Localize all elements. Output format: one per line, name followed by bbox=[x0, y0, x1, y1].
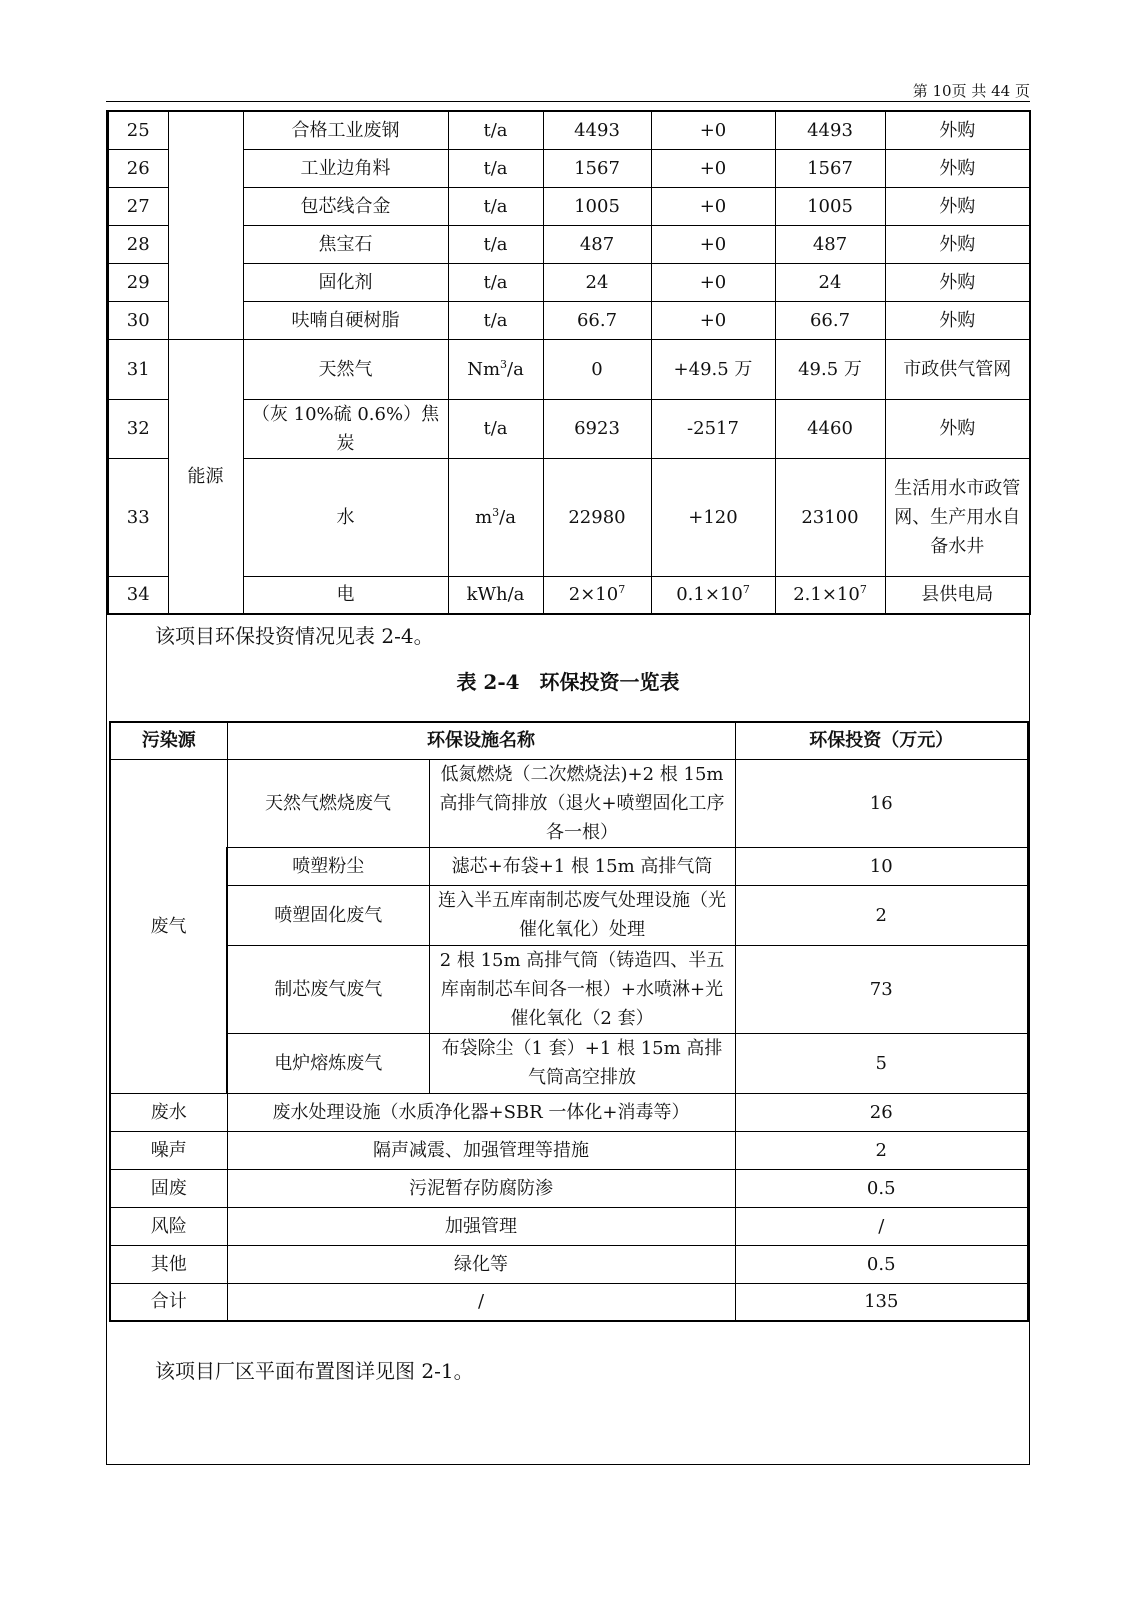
category-cell: 风险 bbox=[110, 1207, 227, 1245]
after-cell bbox=[775, 263, 885, 301]
item-name: 电 bbox=[336, 584, 355, 606]
source-cell bbox=[885, 187, 1030, 225]
table-row bbox=[110, 1283, 1028, 1321]
before-cell bbox=[543, 111, 651, 149]
unit-cell bbox=[448, 458, 543, 576]
measure: 布袋除尘（1 套）+1 根 15m 高排气筒高空排放 bbox=[429, 1033, 735, 1093]
change-cell bbox=[651, 576, 775, 614]
source-cell bbox=[885, 149, 1030, 187]
category-cell: 噪声 bbox=[110, 1131, 227, 1169]
table-row bbox=[110, 1131, 1028, 1169]
no-cell bbox=[108, 149, 168, 187]
investment: 135 bbox=[735, 1283, 1028, 1321]
table-row bbox=[110, 885, 1028, 945]
change-cell bbox=[651, 149, 775, 187]
row-number: 32 bbox=[126, 418, 150, 439]
table-row bbox=[110, 945, 1028, 1033]
investment: 2 bbox=[735, 885, 1028, 945]
change-cell bbox=[651, 263, 775, 301]
change-value: +120 bbox=[688, 506, 738, 528]
row-number: 34 bbox=[126, 584, 150, 606]
table-row bbox=[108, 149, 1030, 187]
item-name: （灰 10%硫 0.6%）焦炭 bbox=[251, 403, 440, 454]
before-value: 487 bbox=[579, 233, 615, 255]
header-investment: 环保投资（万元） bbox=[735, 722, 1028, 759]
table-row bbox=[108, 225, 1030, 263]
unit: t/a bbox=[483, 309, 508, 331]
unit-tail: /a bbox=[499, 506, 516, 528]
measure: 加强管理 bbox=[227, 1207, 735, 1245]
materials-table bbox=[107, 110, 1031, 615]
name-cell bbox=[243, 111, 448, 149]
before-cell bbox=[543, 187, 651, 225]
category-cell-energy bbox=[168, 339, 243, 614]
header-measure: 环保设施名称 bbox=[227, 722, 735, 759]
before-cell bbox=[543, 458, 651, 576]
unit: t/a bbox=[483, 157, 508, 179]
source: 外购 bbox=[939, 233, 976, 255]
unit-cell bbox=[448, 187, 543, 225]
row-number: 27 bbox=[126, 195, 150, 217]
before-cell bbox=[543, 263, 651, 301]
no-cell bbox=[108, 339, 168, 399]
source: 外购 bbox=[939, 418, 976, 439]
source-name: 天然气燃烧废气 bbox=[227, 759, 429, 847]
after-value: 49.5 万 bbox=[798, 358, 862, 380]
unit-cell bbox=[448, 111, 543, 149]
row-number: 25 bbox=[126, 119, 150, 141]
unit: t/a bbox=[483, 233, 508, 255]
no-cell bbox=[108, 458, 168, 576]
change-value: 0.1×10 bbox=[676, 584, 743, 606]
item-name: 包芯线合金 bbox=[300, 195, 391, 217]
after-cell bbox=[775, 111, 885, 149]
table-row bbox=[110, 1207, 1028, 1245]
footer-text: 该项目厂区平面布置图详见图 2-1。 bbox=[155, 1359, 474, 1383]
measure: / bbox=[227, 1283, 735, 1321]
change-cell bbox=[651, 339, 775, 399]
after-value: 4460 bbox=[807, 418, 853, 439]
before-cell bbox=[543, 576, 651, 614]
item-name: 合格工业废钢 bbox=[291, 119, 400, 141]
no-cell bbox=[108, 225, 168, 263]
change-value: +0 bbox=[699, 309, 727, 331]
table-row bbox=[108, 458, 1030, 576]
before-value: 22980 bbox=[568, 506, 626, 528]
unit-cell bbox=[448, 399, 543, 458]
after-cell bbox=[775, 339, 885, 399]
measure: 污泥暂存防腐防渗 bbox=[227, 1169, 735, 1207]
no-cell bbox=[108, 399, 168, 458]
before-value: 6923 bbox=[574, 418, 620, 439]
source-name: 喷塑粉尘 bbox=[227, 847, 429, 885]
item-name: 呋喃自硬树脂 bbox=[291, 309, 400, 331]
source-cell bbox=[885, 576, 1030, 614]
row-number: 29 bbox=[126, 271, 150, 293]
source: 外购 bbox=[939, 309, 976, 331]
investment: / bbox=[735, 1207, 1028, 1245]
change-cell bbox=[651, 458, 775, 576]
row-number: 28 bbox=[126, 233, 150, 255]
before-value: 1567 bbox=[574, 157, 620, 179]
before-value: 0 bbox=[591, 358, 603, 380]
after-cell bbox=[775, 576, 885, 614]
row-number: 30 bbox=[126, 309, 150, 331]
source-cell bbox=[885, 399, 1030, 458]
category-cell-materials bbox=[168, 111, 243, 339]
category-cell: 废水 bbox=[110, 1093, 227, 1131]
page-header bbox=[106, 76, 1030, 102]
row-number: 33 bbox=[126, 506, 150, 528]
before-cell bbox=[543, 339, 651, 399]
before-value: 4493 bbox=[574, 119, 620, 141]
before-value: 66.7 bbox=[576, 309, 618, 331]
measure: 废水处理设施（水质净化器+SBR 一体化+消毒等） bbox=[227, 1093, 735, 1131]
before-cell bbox=[543, 149, 651, 187]
change-cell bbox=[651, 187, 775, 225]
change-value: +0 bbox=[699, 233, 727, 255]
change-cell bbox=[651, 111, 775, 149]
table-row bbox=[108, 263, 1030, 301]
investment: 0.5 bbox=[735, 1169, 1028, 1207]
row-number: 31 bbox=[126, 358, 150, 380]
source: 生活用水市政管网、生产用水自备水井 bbox=[894, 477, 1021, 557]
unit: t/a bbox=[483, 418, 508, 439]
table-row bbox=[110, 1169, 1028, 1207]
category-cell: 其他 bbox=[110, 1245, 227, 1283]
after-cell bbox=[775, 301, 885, 339]
change-value: +0 bbox=[699, 271, 727, 293]
category-cell: 废气 bbox=[110, 759, 227, 1093]
source: 外购 bbox=[939, 157, 976, 179]
table-row bbox=[110, 1033, 1028, 1093]
source-cell bbox=[885, 225, 1030, 263]
after-value: 2.1×10 bbox=[793, 584, 860, 606]
no-cell bbox=[108, 576, 168, 614]
change-cell bbox=[651, 399, 775, 458]
after-value: 487 bbox=[812, 233, 848, 255]
content-frame bbox=[106, 110, 1030, 1465]
change-value-exponent: 7 bbox=[742, 583, 750, 597]
source-name: 电炉熔炼废气 bbox=[227, 1033, 429, 1093]
category-label: 能源 bbox=[187, 465, 224, 487]
table-row bbox=[110, 1245, 1028, 1283]
item-name: 工业边角料 bbox=[300, 157, 391, 179]
investment: 10 bbox=[735, 847, 1028, 885]
measure: 滤芯+布袋+1 根 15m 高排气筒 bbox=[429, 847, 735, 885]
name-cell bbox=[243, 263, 448, 301]
source-cell bbox=[885, 263, 1030, 301]
unit-tail: /a bbox=[507, 358, 524, 380]
unit-cell bbox=[448, 263, 543, 301]
after-value: 1567 bbox=[807, 157, 853, 179]
category-cell: 合计 bbox=[110, 1283, 227, 1321]
source-cell bbox=[885, 111, 1030, 149]
category-cell: 固废 bbox=[110, 1169, 227, 1207]
page-number: 第 10页 共 44 页 bbox=[912, 82, 1030, 100]
no-cell bbox=[108, 187, 168, 225]
source-name: 制芯废气废气 bbox=[227, 945, 429, 1033]
source: 市政供气管网 bbox=[903, 358, 1012, 380]
table-caption: 表 2-4 环保投资一览表 bbox=[456, 670, 680, 694]
measure: 隔声减震、加强管理等措施 bbox=[227, 1131, 735, 1169]
after-cell bbox=[775, 187, 885, 225]
unit-exponent: 3 bbox=[500, 357, 508, 371]
unit: Nm bbox=[467, 358, 501, 380]
table-row bbox=[108, 576, 1030, 614]
unit-cell bbox=[448, 149, 543, 187]
source: 外购 bbox=[939, 195, 976, 217]
name-cell bbox=[243, 399, 448, 458]
source: 外购 bbox=[939, 119, 976, 141]
source-cell bbox=[885, 339, 1030, 399]
table-row bbox=[110, 1093, 1028, 1131]
unit: m bbox=[475, 506, 493, 528]
investment: 16 bbox=[735, 759, 1028, 847]
after-cell bbox=[775, 149, 885, 187]
unit-cell bbox=[448, 225, 543, 263]
table-row bbox=[108, 301, 1030, 339]
after-cell bbox=[775, 225, 885, 263]
table-row bbox=[110, 759, 1028, 847]
row-number: 26 bbox=[126, 157, 150, 179]
before-value: 1005 bbox=[574, 195, 620, 217]
after-value: 4493 bbox=[807, 119, 853, 141]
name-cell bbox=[243, 458, 448, 576]
table-row bbox=[108, 187, 1030, 225]
item-name: 天然气 bbox=[318, 358, 373, 380]
before-value: 2×10 bbox=[568, 584, 619, 606]
change-value: +49.5 万 bbox=[673, 358, 753, 380]
measure: 低氮燃烧（二次燃烧法)+2 根 15m 高排气筒排放（退火+喷塑固化工序各一根） bbox=[429, 759, 735, 847]
item-name: 水 bbox=[336, 506, 355, 528]
after-value: 23100 bbox=[801, 506, 859, 528]
before-cell bbox=[543, 301, 651, 339]
name-cell bbox=[243, 576, 448, 614]
unit: t/a bbox=[483, 119, 508, 141]
table-row bbox=[108, 111, 1030, 149]
change-cell bbox=[651, 301, 775, 339]
name-cell bbox=[243, 149, 448, 187]
source: 外购 bbox=[939, 271, 976, 293]
source-cell bbox=[885, 458, 1030, 576]
intro-text: 该项目环保投资情况见表 2-4。 bbox=[155, 624, 434, 648]
investment-table bbox=[109, 721, 1029, 1322]
item-name: 固化剂 bbox=[318, 271, 373, 293]
investment: 26 bbox=[735, 1093, 1028, 1131]
before-cell bbox=[543, 225, 651, 263]
unit-cell bbox=[448, 301, 543, 339]
after-value: 66.7 bbox=[809, 309, 851, 331]
change-value: +0 bbox=[699, 157, 727, 179]
after-value: 24 bbox=[818, 271, 842, 293]
after-cell bbox=[775, 458, 885, 576]
table-row bbox=[108, 339, 1030, 399]
source: 县供电局 bbox=[921, 584, 994, 606]
no-cell bbox=[108, 301, 168, 339]
investment: 0.5 bbox=[735, 1245, 1028, 1283]
unit-cell bbox=[448, 339, 543, 399]
change-cell bbox=[651, 225, 775, 263]
unit: t/a bbox=[483, 195, 508, 217]
name-cell bbox=[243, 301, 448, 339]
table-row bbox=[110, 847, 1028, 885]
before-value: 24 bbox=[585, 271, 609, 293]
after-value-exponent: 7 bbox=[859, 583, 867, 597]
measure: 连入半五库南制芯废气处理设施（光催化氧化）处理 bbox=[429, 885, 735, 945]
unit-exponent: 3 bbox=[492, 505, 500, 519]
before-value-exponent: 7 bbox=[618, 583, 626, 597]
investment: 5 bbox=[735, 1033, 1028, 1093]
table-row bbox=[108, 399, 1030, 458]
source-cell bbox=[885, 301, 1030, 339]
before-cell bbox=[543, 399, 651, 458]
name-cell bbox=[243, 339, 448, 399]
source-name: 喷塑固化废气 bbox=[227, 885, 429, 945]
measure: 绿化等 bbox=[227, 1245, 735, 1283]
no-cell bbox=[108, 263, 168, 301]
name-cell bbox=[243, 187, 448, 225]
after-value: 1005 bbox=[807, 195, 853, 217]
investment: 73 bbox=[735, 945, 1028, 1033]
change-value: +0 bbox=[699, 119, 727, 141]
measure: 2 根 15m 高排气筒（铸造四、半五库南制芯车间各一根）+水喷淋+光催化氧化（2 套） bbox=[429, 945, 735, 1033]
after-cell bbox=[775, 399, 885, 458]
unit: t/a bbox=[483, 271, 508, 293]
change-value: -2517 bbox=[687, 418, 739, 439]
item-name: 焦宝石 bbox=[318, 233, 373, 255]
unit: kWh/a bbox=[466, 584, 525, 606]
unit-cell bbox=[448, 576, 543, 614]
name-cell bbox=[243, 225, 448, 263]
no-cell bbox=[108, 111, 168, 149]
investment: 2 bbox=[735, 1131, 1028, 1169]
header-source: 污染源 bbox=[110, 722, 227, 759]
change-value: +0 bbox=[699, 195, 727, 217]
